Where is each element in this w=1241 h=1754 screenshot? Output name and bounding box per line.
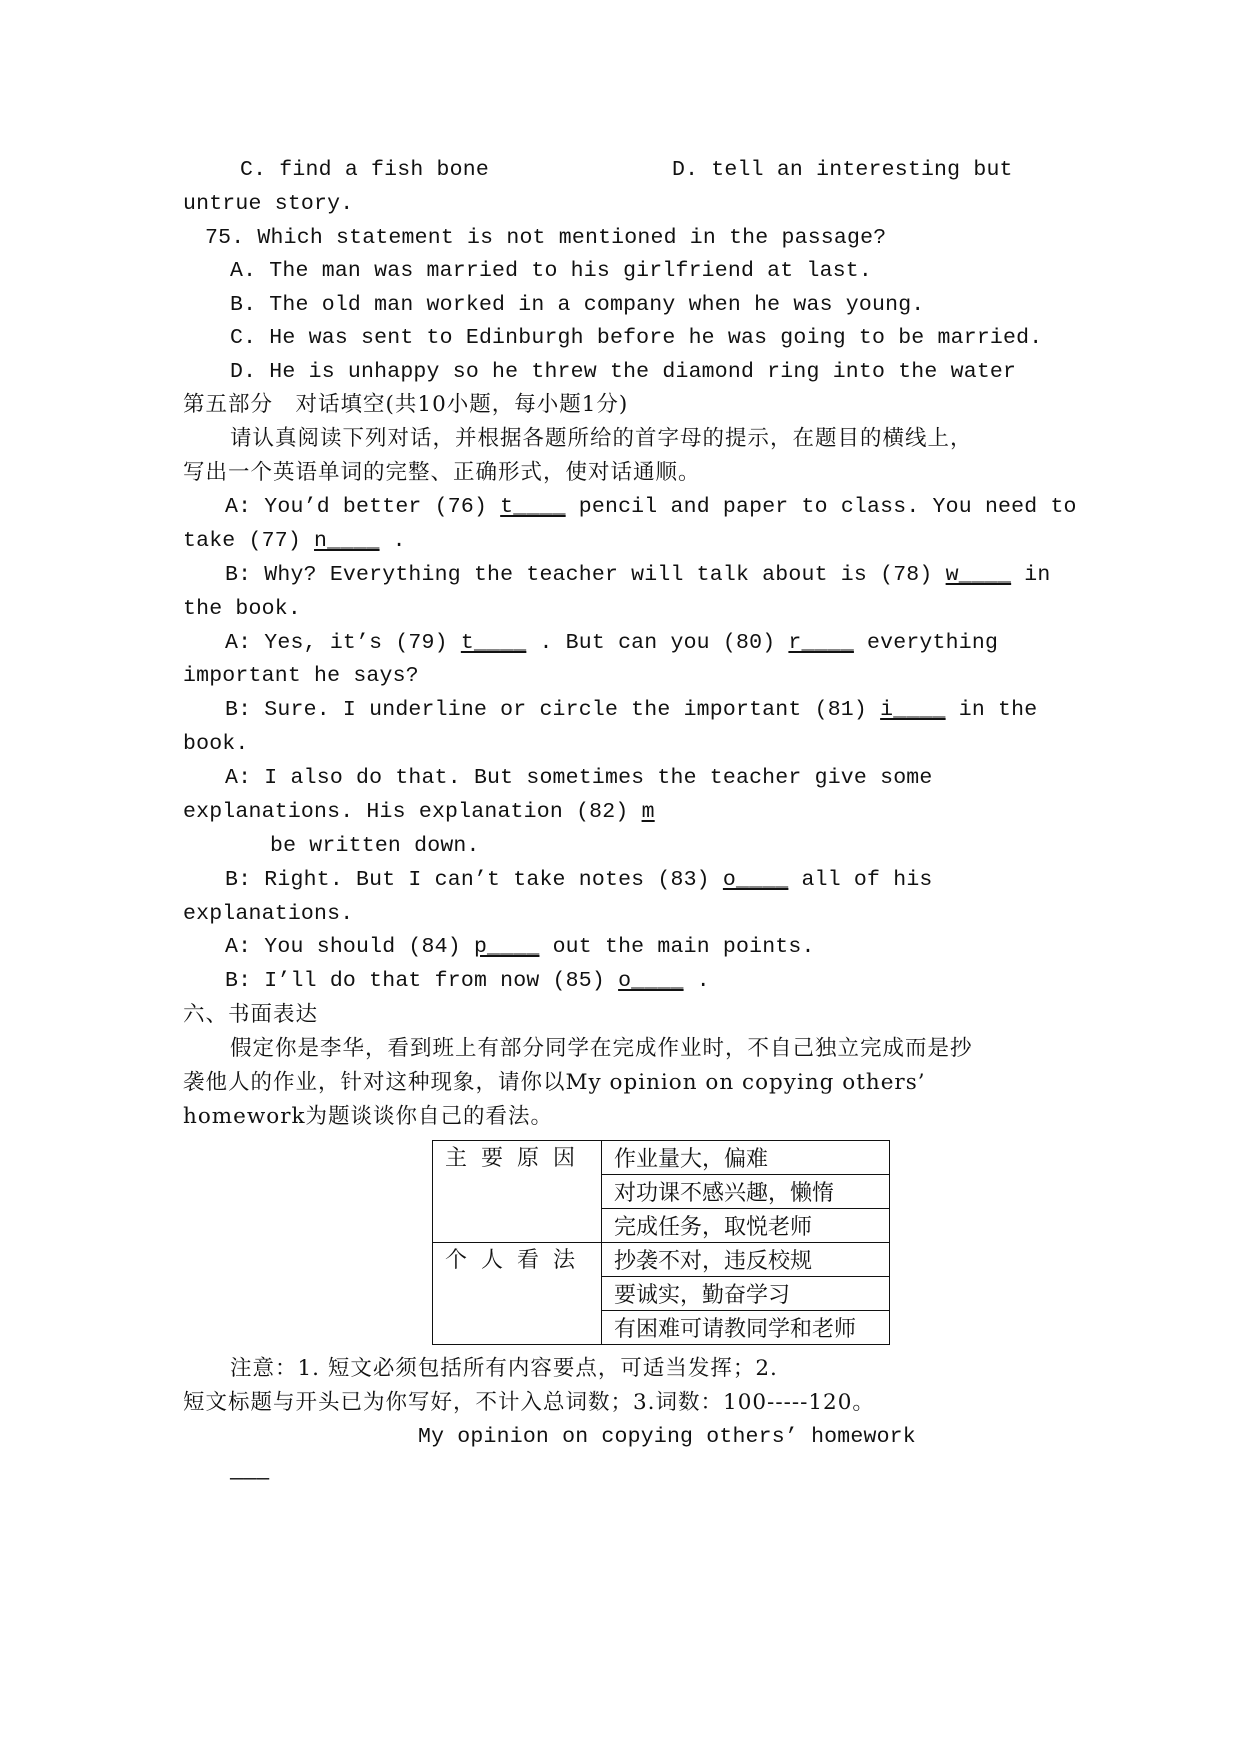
dialogue-line-78-wrap: the book. — [183, 597, 301, 621]
dialogue-line-83-wrap: explanations. — [183, 902, 354, 926]
blank-76[interactable]: t____ — [500, 495, 566, 519]
reasons-header: 主要原因 — [433, 1141, 602, 1243]
blank-81[interactable]: i____ — [880, 698, 946, 722]
blank-84[interactable]: p____ — [473, 935, 540, 959]
dialogue-line-77: take (77) n____ . — [183, 529, 406, 553]
reason-item: 作业量大，偏难 — [602, 1141, 890, 1175]
dialogue-line-79: A: Yes, it’s (79) t____ . But can you (80) r____ everything — [225, 631, 999, 655]
dialogue-line-82-wrap: be written down. — [270, 834, 480, 858]
blank-85[interactable]: o____ — [618, 969, 684, 993]
part6-prompt-cont: 袭他人的作业，针对这种现象，请你以My opinion on copying others’ — [183, 1070, 926, 1095]
part6-prompt-cont2: homework为题谈谈你自己的看法。 — [183, 1104, 554, 1129]
blank-82[interactable]: m — [641, 800, 655, 824]
view-item: 抄袭不对，违反校规 — [602, 1243, 890, 1277]
part5-heading: 第五部分 对话填空(共10小题，每小题1分) — [183, 392, 629, 417]
content-points-table — [432, 1140, 890, 1345]
dialogue-line-80-wrap: important he says? — [183, 664, 419, 688]
q74-option-c: C. find a fish bone — [240, 158, 489, 182]
dialogue-line-82: explanations. His explanation (82) m — [183, 800, 655, 824]
blank-77[interactable]: n____ — [314, 529, 380, 553]
dialogue-line-81-wrap: book. — [183, 732, 249, 756]
part6-heading: 六、书面表达 — [183, 1002, 319, 1027]
dialogue-line-76: A: You’d better (76) t____ pencil and paper to class. You need to — [225, 495, 1077, 519]
dialogue-line-85: B: I’ll do that from now (85) o____ . — [225, 969, 710, 993]
blank-80[interactable]: r____ — [788, 631, 854, 655]
dialogue-line-84: A: You should (84) p____ out the main points. — [225, 935, 815, 959]
view-item: 有困难可请教同学和老师 — [602, 1311, 890, 1345]
q74-option-d-wrap: untrue story. — [183, 192, 354, 216]
q75-option-c: C. He was sent to Edinburgh before he was going to be married. — [230, 326, 1043, 350]
q74-option-d: D. tell an interesting but — [672, 158, 1013, 182]
answer-line[interactable]: ——— — [230, 1467, 270, 1491]
dialogue-line-82a: A: I also do that. But sometimes the teacher give some — [225, 766, 933, 790]
reason-item: 完成任务，取悦老师 — [602, 1209, 890, 1243]
essay-title: My opinion on copying others’ homework — [418, 1425, 916, 1449]
blank-83[interactable]: o____ — [722, 868, 789, 892]
dialogue-line-83: B: Right. But I can’t take notes (83) o____ all of his — [225, 868, 933, 892]
blank-78[interactable]: w____ — [945, 563, 1012, 587]
q75-option-a: A. The man was married to his girlfriend at last. — [230, 259, 873, 283]
q75-option-d: D. He is unhappy so he threw the diamond ring into the water — [230, 360, 1017, 384]
part5-instruction-cont: 写出一个英语单词的完整、正确形式，使对话通顺。 — [183, 460, 701, 485]
part5-instruction: 请认真阅读下列对话，并根据各题所给的首字母的提示，在题目的横线上， — [230, 426, 973, 451]
view-item: 要诚实，勤奋学习 — [602, 1277, 890, 1311]
dialogue-line-81: B: Sure. I underline or circle the important (81) i____ in the — [225, 698, 1038, 722]
part6-note: 注意：1. 短文必须包括所有内容要点，可适当发挥；2. — [230, 1356, 778, 1381]
dialogue-line-78: B: Why? Everything the teacher will talk about is (78) w____ in — [225, 563, 1051, 587]
part6-prompt: 假定你是李华，看到班上有部分同学在完成作业时，不自己独立完成而是抄 — [230, 1036, 973, 1061]
part6-note-cont: 短文标题与开头已为你写好，不计入总词数；3.词数：100-----120。 — [183, 1390, 875, 1415]
views-header: 个人看法 — [433, 1243, 602, 1345]
q75-stem: 75. Which statement is not mentioned in the passage? — [205, 226, 887, 250]
reason-item: 对功课不感兴趣，懒惰 — [602, 1175, 890, 1209]
blank-79[interactable]: t____ — [460, 631, 527, 655]
q75-option-b: B. The old man worked in a company when he was young. — [230, 293, 925, 317]
